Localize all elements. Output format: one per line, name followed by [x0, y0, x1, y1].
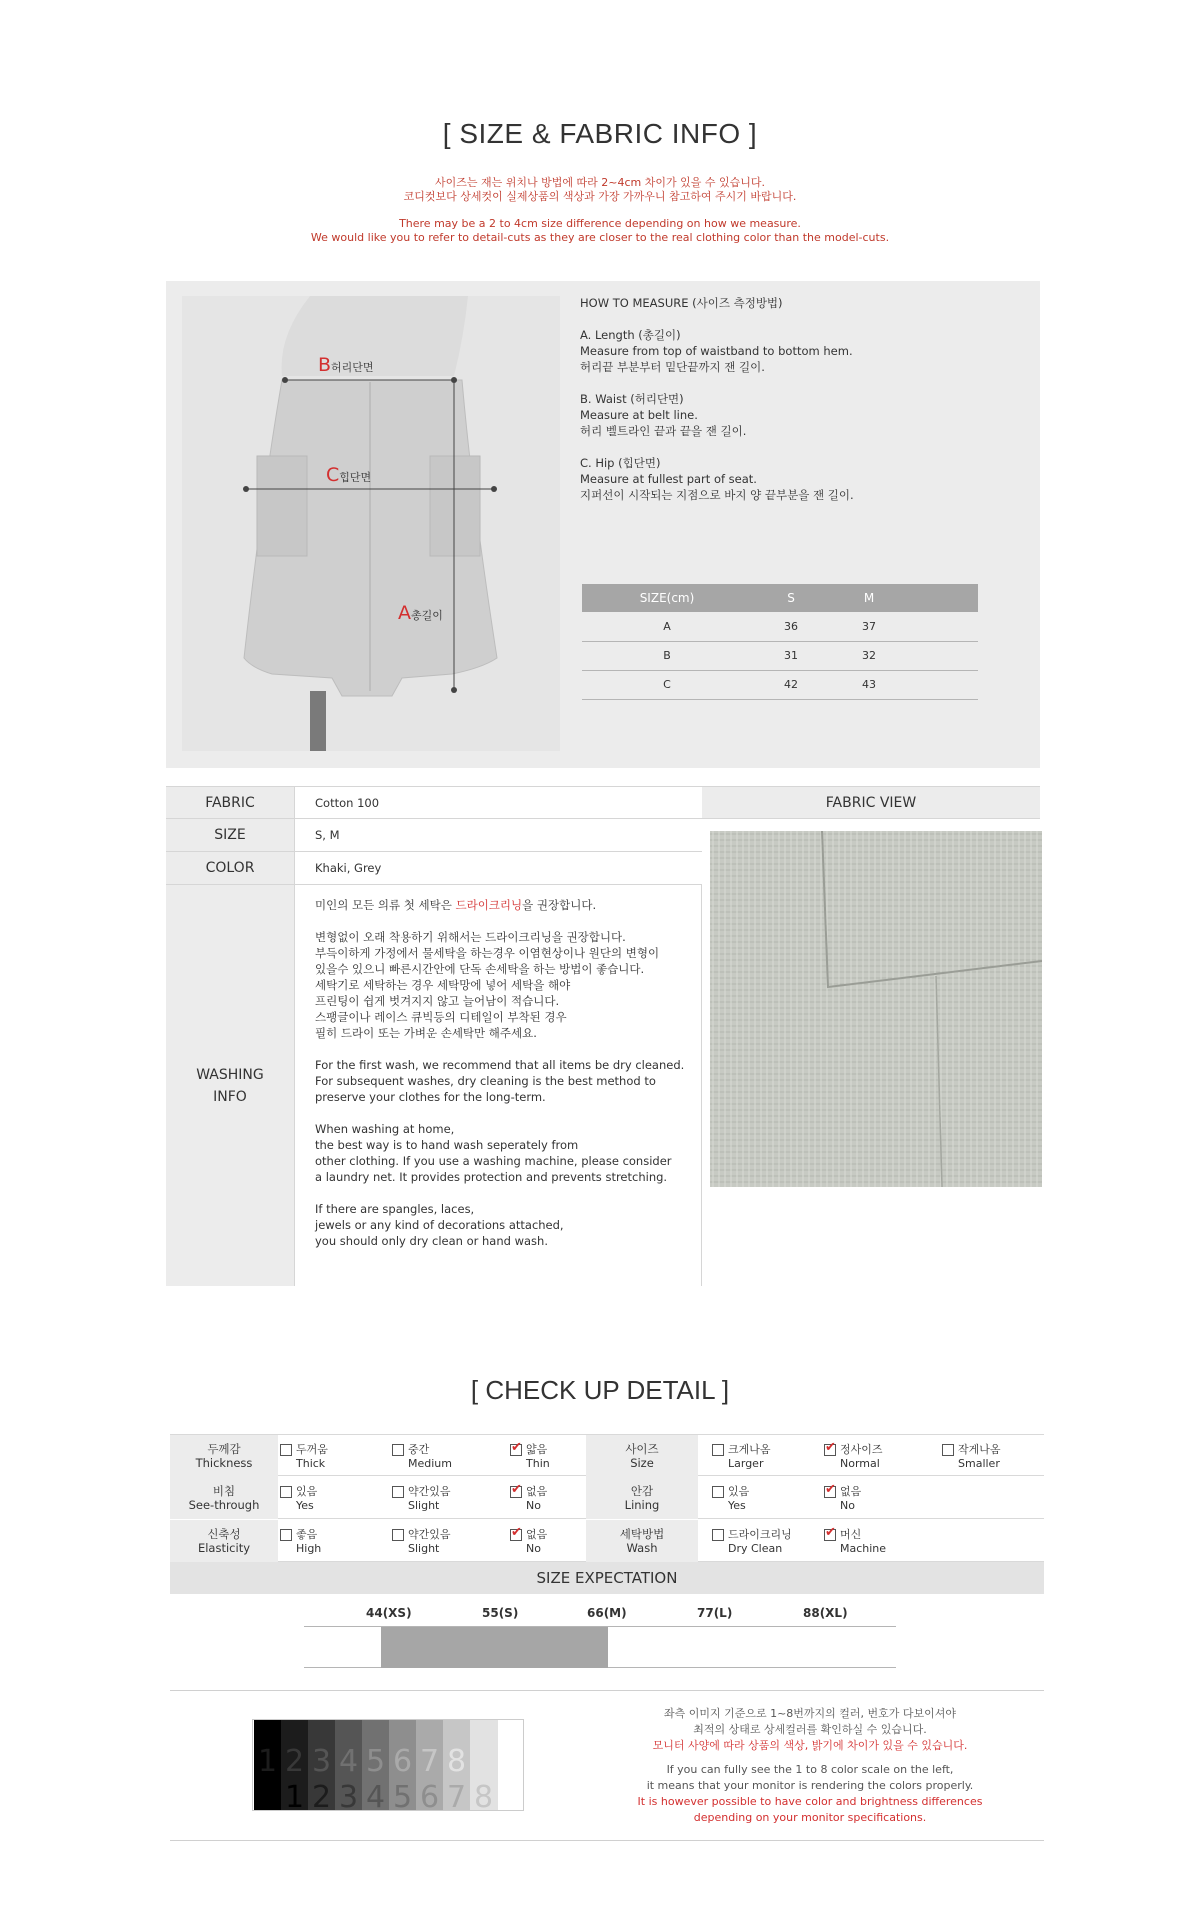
- scale-digit-bottom: 4: [365, 1780, 386, 1811]
- scale-digit-bottom: 8: [473, 1780, 494, 1811]
- scale-digit-top: 8: [446, 1744, 467, 1779]
- measure-item-waist: B. Waist (허리단면) Measure at belt line. 허리 벨트라인 끝과 끝을 잰 길이.: [580, 392, 747, 438]
- checked-checkbox-icon: [824, 1529, 836, 1541]
- option-no: ✔ 없음 No: [512, 1528, 547, 1556]
- scale-digit-top: 6: [392, 1744, 413, 1779]
- notice-kr-2: 코디컷보다 상세컷이 실제상품의 색상과 가장 가까우니 참고하여 주시기 바랍니다.: [403, 190, 797, 203]
- notice-kr-1: 사이즈는 재는 위치나 방법에 따라 2~4cm 차이가 있을 수 있습니다.: [435, 176, 765, 189]
- how-to-measure-heading: HOW TO MEASURE (사이즈 측정방법): [580, 296, 783, 310]
- check-up-title: [ CHECK UP DETAIL ]: [470, 1375, 730, 1405]
- divider: [170, 1690, 1044, 1691]
- hip-label: C힙단면: [326, 464, 372, 486]
- option-medium: 중간 Medium: [394, 1443, 452, 1471]
- checkbox-icon: [392, 1529, 404, 1541]
- measure-item-length: A. Length (총길이) Measure from top of waistband to bottom hem. 허리끝 부분부터 밑단끝까지 잰 길이.: [580, 328, 853, 374]
- wash-method-label: 세탁방법 Wash: [586, 1520, 698, 1562]
- checkbox-icon: [392, 1486, 404, 1498]
- scale-digit-top: 3: [311, 1744, 332, 1779]
- option-thin: ✔ 얇음 Thin: [512, 1443, 550, 1471]
- fabric-texture-image: [710, 831, 1042, 1187]
- wash-paragraph: 변형없이 오래 착용하기 위해서는 드라이크리닝을 권장합니다. 부득이하게 가정에서 물세탁을 하는경우 이염현상이나 원단의 변형이 있을수 있으니 빠른시간안에 단독 손세탁을 하는 방법이 좋습니다. 세탁기로 세탁하는 경우 세탁망에 넣어 세탁을 해야 프린팅이 쉽게 벗겨지지 않고 늘어남이 적습니다. 스팽글이나 레이스 큐빅등의 디테일이 부착된 경우 필히 드라이 또는 가벼운 손세탁만 해주세요.: [315, 930, 660, 1040]
- thickness-label: 두께감 Thickness: [170, 1435, 278, 1477]
- color-note-kr-red: 모니터 사양에 따라 상품의 색상, 밝기에 차이가 있을 수 있습니다.: [652, 1739, 968, 1752]
- checkbox-icon: [280, 1529, 292, 1541]
- checked-checkbox-icon: [510, 1444, 522, 1456]
- size-fit-label: 사이즈 Size: [586, 1435, 698, 1477]
- wash-intro: 미인의 모든 의류 첫 세탁은 드라이크리닝을 권장합니다.: [315, 898, 597, 912]
- checked-checkbox-icon: [824, 1444, 836, 1456]
- option-slight: 약간있음 Slight: [394, 1528, 451, 1556]
- checkbox-icon: [280, 1444, 292, 1456]
- size-expectation-bar: SIZE EXPECTATION: [170, 1562, 1044, 1594]
- color-note-kr-1: 좌측 이미지 기준으로 1~8번까지의 컬러, 번호가 다보이셔야: [663, 1707, 957, 1720]
- color-value: Khaki, Grey: [294, 852, 702, 885]
- notice-en-1: There may be a 2 to 4cm size difference depending on how we measure.: [399, 217, 801, 230]
- option-slight: 약간있음 Slight: [394, 1485, 451, 1513]
- size-expectation-l: 77(L): [697, 1606, 733, 1620]
- scale-digit-bottom: 3: [338, 1780, 359, 1811]
- scale-digit-bottom: 5: [392, 1780, 413, 1811]
- size-expectation-range: [381, 1627, 608, 1668]
- option-no: ✔ 없음 No: [512, 1485, 547, 1513]
- fabric-label: FABRIC: [166, 786, 294, 819]
- checkbox-icon: [712, 1529, 724, 1541]
- checked-checkbox-icon: [510, 1529, 522, 1541]
- size-header-label: SIZE(cm): [582, 584, 752, 612]
- scale-digit-top: 1: [257, 1744, 278, 1779]
- table-row: C 42 43: [582, 670, 978, 699]
- color-note-en-red-1: It is however possible to have color and brightness differences: [637, 1795, 983, 1808]
- scale-digit-top: 2: [284, 1744, 305, 1779]
- size-value: S, M: [294, 819, 702, 852]
- check-row-see-through: [170, 1477, 1044, 1519]
- option-lining-no: ✔ 없음 No: [826, 1485, 861, 1513]
- measure-item-hip: C. Hip (힙단면) Measure at fullest part of seat. 지퍼선이 시작되는 지점으로 바지 양 끝부분을 잰 길이.: [580, 456, 854, 502]
- checked-checkbox-icon: [510, 1486, 522, 1498]
- option-machine: ✔ 머신 Machine: [826, 1528, 886, 1556]
- option-lining-yes: 있음 Yes: [714, 1485, 749, 1513]
- option-larger: 크게나옴 Larger: [714, 1443, 771, 1471]
- option-thick: 두꺼움 Thick: [282, 1443, 328, 1471]
- wash-paragraph: When washing at home, the best way is to hand wash seperately from other clothing. If you use a washing machine, please consider a laundry net. It provides protection and prevents stretching.: [315, 1122, 672, 1184]
- scale-digit-top: 5: [365, 1744, 386, 1779]
- wash-paragraph: If there are spangles, laces, jewels or any kind of decorations attached, you should only dry clean or hand wash.: [315, 1202, 564, 1248]
- checkbox-icon: [392, 1444, 404, 1456]
- divider: [170, 1840, 1044, 1841]
- washing-info-label: WASHING INFO: [166, 885, 294, 1286]
- checked-checkbox-icon: [824, 1486, 836, 1498]
- page-title: [ SIZE & FABRIC INFO ]: [442, 118, 758, 149]
- option-high: 좋음 High: [282, 1528, 321, 1556]
- option-dry-clean: 드라이크리닝 Dry Clean: [714, 1528, 792, 1556]
- size-expectation-xs: 44(XS): [366, 1606, 412, 1620]
- table-row: A 36 37: [582, 612, 978, 641]
- notice-en-2: We would like you to refer to detail-cuts as they are closer to the real clothing color than the model-cuts.: [310, 231, 890, 244]
- option-normal: ✔ 정사이즈 Normal: [826, 1443, 883, 1471]
- size-table: [582, 584, 978, 700]
- checkbox-icon: [712, 1444, 724, 1456]
- wash-paragraph: For the first wash, we recommend that all items be dry cleaned. For subsequent washes, dry cleaning is the best method to preserve your clothes for the long-term.: [315, 1058, 685, 1104]
- size-header-m: M: [830, 584, 908, 612]
- check-row-elasticity: [170, 1520, 1044, 1562]
- color-note-en-red-2: depending on your monitor specifications.: [693, 1811, 927, 1824]
- see-through-label: 비침 See-through: [170, 1477, 278, 1519]
- color-note-en-2: it means that your monitor is rendering the colors properly.: [646, 1779, 974, 1792]
- size-header-s: S: [752, 584, 830, 612]
- checkbox-icon: [280, 1486, 292, 1498]
- length-label: A총길이: [398, 602, 443, 624]
- color-label: COLOR: [166, 852, 294, 885]
- color-scale: [252, 1719, 524, 1811]
- color-note-kr-2: 최적의 상태로 상세컬러를 확인하실 수 있습니다.: [693, 1723, 927, 1736]
- waist-label: B허리단면: [318, 354, 374, 376]
- checkbox-icon: [712, 1486, 724, 1498]
- washing-info-text: [294, 885, 702, 1286]
- table-row: B 31 32: [582, 641, 978, 670]
- option-smaller: 작게나옴 Smaller: [944, 1443, 1001, 1471]
- scale-digit-bottom: 6: [419, 1780, 440, 1811]
- check-row-thickness: [170, 1434, 1044, 1476]
- fabric-info-table: [166, 786, 1040, 1286]
- elasticity-label: 신축성 Elasticity: [170, 1520, 278, 1562]
- lining-label: 안감 Lining: [586, 1477, 698, 1519]
- size-expectation-m: 66(M): [587, 1606, 627, 1620]
- color-note-en-1: If you can fully see the 1 to 8 color scale on the left,: [666, 1763, 954, 1776]
- size-expectation-xl: 88(XL): [803, 1606, 848, 1620]
- fabric-view-label: FABRIC VIEW: [702, 786, 1040, 819]
- size-expectation-s: 55(S): [482, 1606, 519, 1620]
- option-yes: 있음 Yes: [282, 1485, 317, 1513]
- scale-digit-top: 7: [419, 1744, 440, 1779]
- scale-digit-bottom: 7: [446, 1780, 467, 1811]
- scale-digit-bottom: 2: [311, 1780, 332, 1811]
- size-label: SIZE: [166, 819, 294, 852]
- checkbox-icon: [942, 1444, 954, 1456]
- how-to-measure: [580, 295, 1020, 519]
- fabric-value: Cotton 100: [294, 786, 702, 819]
- scale-digit-top: 4: [338, 1744, 359, 1779]
- scale-digit-bottom: 1: [284, 1780, 305, 1811]
